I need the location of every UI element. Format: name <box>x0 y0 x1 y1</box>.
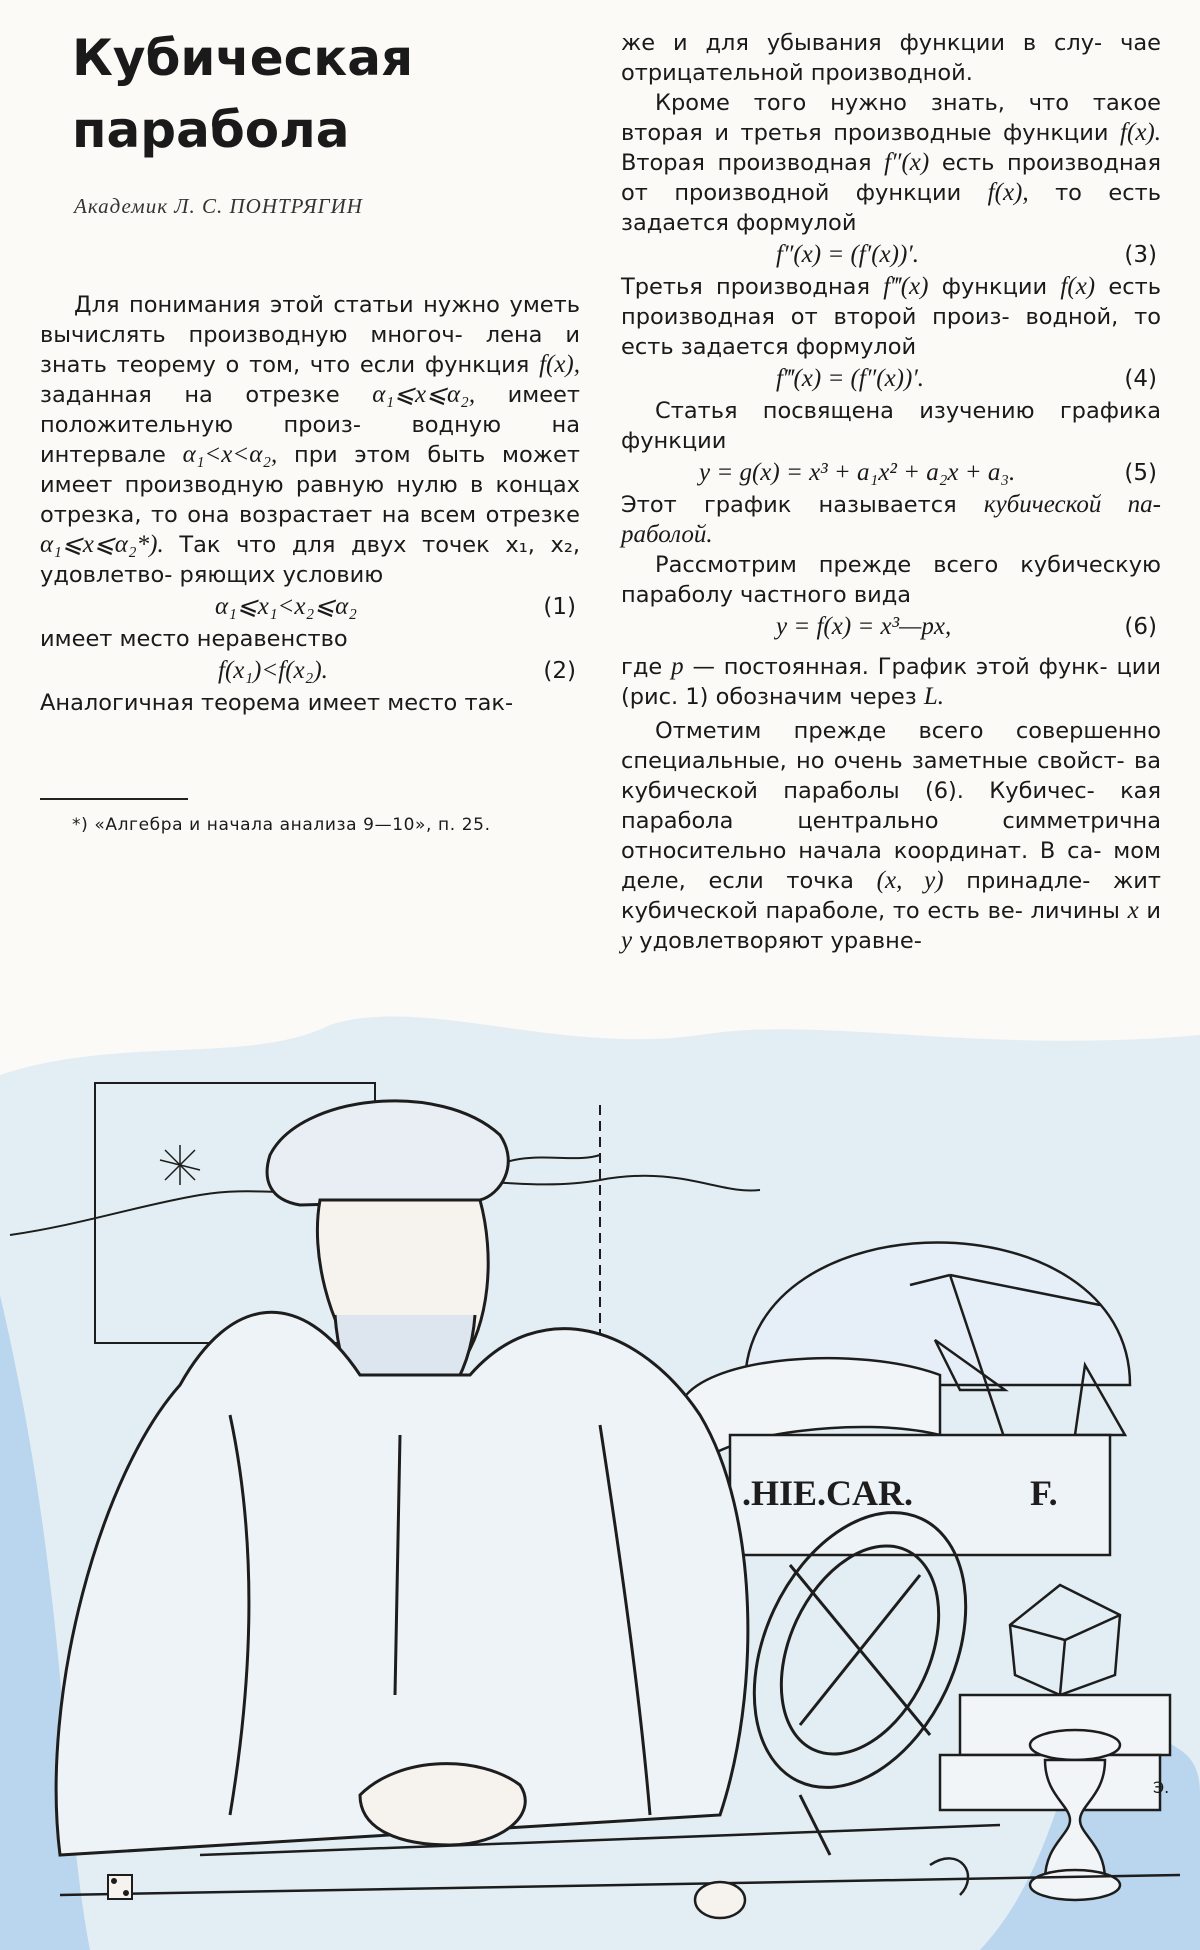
formula-2: f(x₁)<f(x₂). (2) <box>218 657 576 684</box>
dice-icon <box>108 1875 132 1899</box>
formula-6: y = f(x) = x³—px, (6) <box>776 613 1157 640</box>
article-author: Академик Л. С. ПОНТРЯГИН <box>74 194 363 218</box>
footnote: *) «Алгебра и начала анализа 9—10», п. 25. <box>72 815 491 835</box>
formula-5: y = g(x) = x³ + a₁x² + a₂x + a₃. (5) <box>699 459 1157 486</box>
paragraph-third-derivative: Третья производная f‴(x) функции f(x) есть производная от второй произ- водной, то есть задается формулой <box>621 273 1162 360</box>
paragraph-graph-L: где p — постоянная. График этой функ- ции (рис. 1) обозначим через L. <box>621 653 1161 710</box>
paragraph-symmetry: Отметим прежде всего совершенно специальные, но очень заметные свойст- ва кубической параболы (6). Кубичес- кая парабола центрально симметрична относительно начала координат. В са- мом деле, если точка (x, y) принадле- жит кубической параболе, то есть ве- личины x и y удовлетворяют уравне- <box>621 718 1162 954</box>
paragraph-definition: Этот график называется кубической па- раболой. <box>621 491 1161 548</box>
article-title: Кубическая парабола <box>72 29 414 159</box>
paragraph-inequality: имеет место неравенство <box>40 626 348 652</box>
paragraph-decreasing: же и для убывания функции в слу- чае отрицательной производной. <box>621 30 1161 86</box>
formula-4: f‴(x) = (f″(x))′. (4) <box>776 365 1157 392</box>
footnote-rule <box>40 798 188 800</box>
left-column <box>40 290 580 718</box>
artist-signature: Э. <box>1153 1778 1170 1797</box>
paragraph-analogous: Аналогичная теорема имеет место так- <box>40 690 514 716</box>
paragraph-intro: Для понимания этой статьи нужно уметь вычислять производную многоч- лена и знать теорему о том, что если функция f(x), заданная на отрезке α₁⩽x⩽α₂, имеет положительную произ- водную на интервале α₁<x<α₂, при этом быть может имеет производную равную нулю в концах отрезка, то она возрастает на всем отрезке α₁⩽x⩽α₂*). Так что для двух точек x₁, x₂, удовлетво- ряющих условию <box>40 292 581 588</box>
formula-1: α₁⩽x₁<x₂⩽α₂ (1) <box>215 593 576 620</box>
paragraph-topic: Статья посвящена изучению графика функции <box>621 398 1161 454</box>
paragraph-derivatives: Кроме того нужно знать, что такое вторая и третья производные функции f(x). Вторая производная f″(x) есть производная от производной функции f(x), то есть задается формулой <box>621 90 1161 236</box>
formula-3: f″(x) = (f′(x))′. (3) <box>776 241 1157 268</box>
scholar-illustration <box>0 995 1200 1950</box>
paragraph-special-case: Рассмотрим прежде всего кубическую параболу частного вида <box>621 552 1161 608</box>
plaque-text-left: .HIE.CAR. <box>742 1473 914 1513</box>
plaque-text-right: F. <box>1030 1473 1058 1513</box>
right-column <box>621 28 1161 956</box>
inscription-plaque <box>730 1435 1110 1555</box>
